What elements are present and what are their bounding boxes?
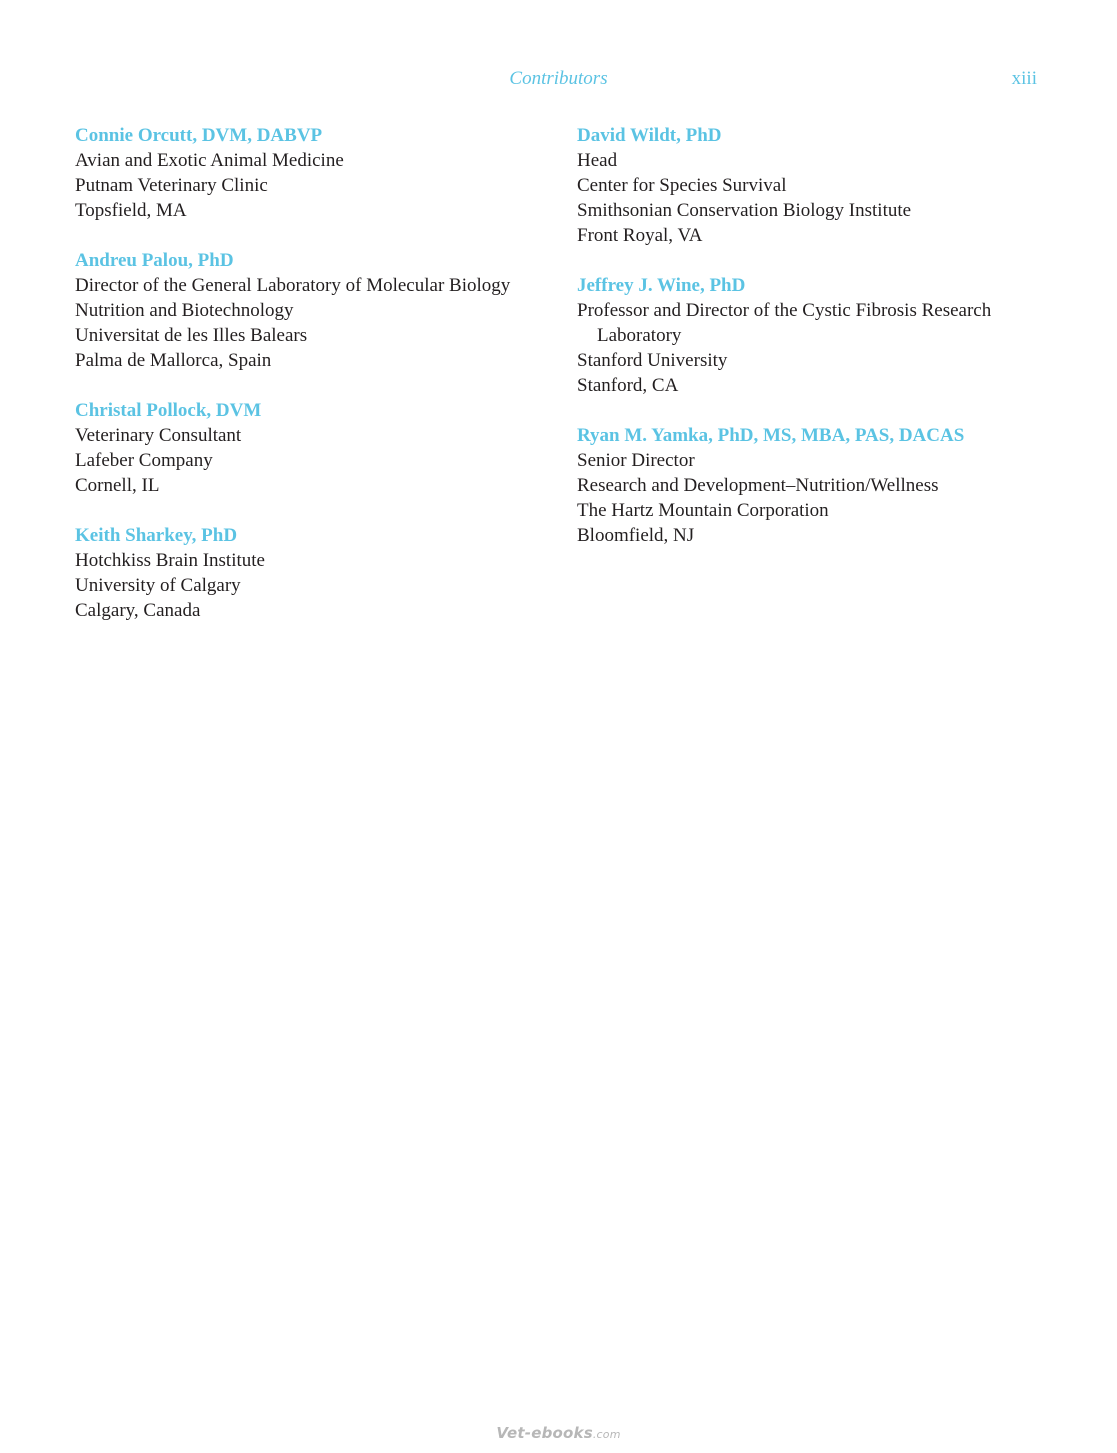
contributor-name: Keith Sharkey, PhD — [75, 525, 238, 546]
affiliation-line: Stanford, CA — [577, 375, 679, 396]
affiliation-line: Smithsonian Conservation Biology Institute — [577, 200, 912, 221]
affiliation-line: Director of the General Laboratory of Molecular Biology — [75, 275, 511, 296]
contributor-entry — [577, 423, 1047, 548]
affiliation-line: Palma de Mallorca, Spain — [75, 350, 272, 371]
watermark-main: Vet-ebooks — [496, 1424, 593, 1442]
affiliation-line: Senior Director — [577, 450, 695, 471]
affiliation-line: Center for Species Survival — [577, 175, 787, 196]
contributors-left-column — [75, 123, 555, 648]
contributor-name: David Wildt, PhD — [577, 125, 722, 146]
contributor-entry — [577, 123, 1047, 248]
affiliation-line: Bloomfield, NJ — [577, 525, 695, 546]
affiliation-line: Calgary, Canada — [75, 600, 201, 621]
affiliation-line: Putnam Veterinary Clinic — [75, 175, 268, 196]
affiliation-line: Nutrition and Biotechnology — [75, 300, 294, 321]
affiliation-line: Head — [577, 150, 618, 171]
affiliation-line: Research and Development–Nutrition/Wellness — [577, 475, 939, 496]
affiliation-line: Lafeber Company — [75, 450, 213, 471]
contributor-name: Ryan M. Yamka, PhD, MS, MBA, PAS, DACAS — [577, 425, 965, 446]
contributors-right-column — [577, 123, 1047, 573]
affiliation-line: University of Calgary — [75, 575, 241, 596]
affiliation-line: Universitat de les Illes Balears — [75, 325, 308, 346]
affiliation-line: Cornell, IL — [75, 475, 160, 496]
watermark-suffix: .com — [592, 1428, 621, 1441]
running-title: Contributors — [509, 68, 608, 89]
contributor-entry — [75, 398, 555, 498]
affiliation-line: Avian and Exotic Animal Medicine — [75, 150, 344, 171]
affiliation-line: The Hartz Mountain Corporation — [577, 500, 829, 521]
affiliation-line: Front Royal, VA — [577, 225, 703, 246]
contributor-name: Connie Orcutt, DVM, DABVP — [75, 125, 323, 146]
watermark-logo — [0, 1424, 1117, 1443]
affiliation-line: Professor and Director of the Cystic Fibrosis Research Laboratory — [577, 300, 992, 346]
affiliation-line: Veterinary Consultant — [75, 425, 242, 446]
running-header — [0, 68, 1117, 94]
affiliation-line: Topsfield, MA — [75, 200, 187, 221]
page-number: xiii — [1011, 68, 1037, 89]
contributor-entry — [75, 123, 555, 223]
contributor-entry — [75, 248, 555, 373]
contributor-name: Jeffrey J. Wine, PhD — [577, 275, 746, 296]
affiliation-line: Stanford University — [577, 350, 728, 371]
watermark-text — [496, 1424, 620, 1442]
contributor-name: Andreu Palou, PhD — [75, 250, 234, 271]
affiliation-line: Hotchkiss Brain Institute — [75, 550, 265, 571]
contributor-entry — [75, 523, 555, 623]
contributor-entry — [577, 273, 1047, 398]
contributor-name: Christal Pollock, DVM — [75, 400, 262, 421]
